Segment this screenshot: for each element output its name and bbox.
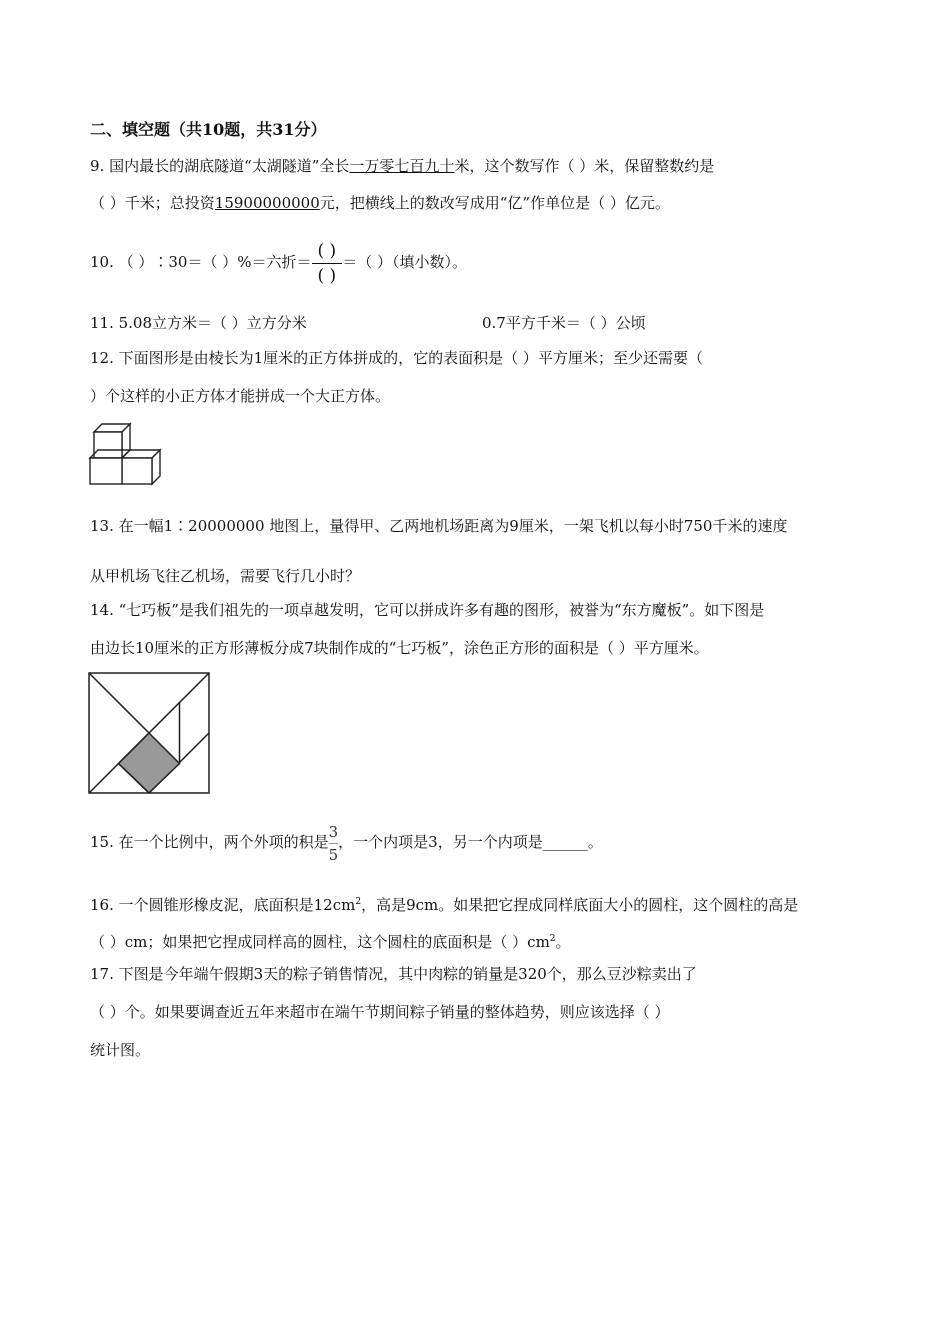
q16-text: 。 bbox=[555, 933, 571, 951]
q12-line2: ）个这样的小正方体才能拼成一个大正方体。 bbox=[90, 387, 391, 405]
q15-text: 15. 在一个比例中，两个外项的积是 bbox=[90, 833, 329, 851]
q10-text: ＝（ ）（填小数）。 bbox=[342, 253, 467, 271]
tangram-figure bbox=[88, 672, 210, 794]
q9-text: （ ）千米；总投资 bbox=[90, 194, 215, 212]
q10-line bbox=[90, 232, 467, 292]
q10-fraction-numerator: ( ) bbox=[317, 240, 337, 261]
q15-line bbox=[90, 818, 603, 866]
q17-line3: 统计图。 bbox=[90, 1041, 151, 1059]
q16-line1 bbox=[90, 892, 798, 915]
q15-fraction-denominator: 5 bbox=[328, 845, 339, 864]
q9-text: 元，把横线上的数改写成用“亿”作单位是（ ）亿元。 bbox=[319, 194, 670, 212]
q9-line1 bbox=[90, 156, 714, 176]
q9-line2 bbox=[90, 193, 670, 213]
q16-superscript: 2 bbox=[355, 897, 362, 907]
q15-fraction bbox=[329, 823, 339, 864]
q16-text: ，高是9cm。如果把它捏成同样底面大小的圆柱，这个圆柱的高是 bbox=[361, 896, 799, 914]
q14-line2: 由边长10厘米的正方形薄板分成7块制作成的“七巧板”，涂色正方形的面积是（ ）平方厘米。 bbox=[90, 639, 709, 657]
q13-line2: 从甲机场飞往乙机场，需要飞行几小时？ bbox=[90, 567, 361, 585]
q15-fraction-numerator: 3 bbox=[328, 822, 339, 841]
section-title: 二、填空题（共10题，共31分） bbox=[90, 120, 327, 139]
q16-text: 16. 一个圆锥形橡皮泥，底面积是12cm bbox=[90, 896, 356, 914]
q17-line1: 17. 下图是今年端午假期3天的粽子销售情况，其中肉粽的销量是320个，那么豆沙粽卖出了 bbox=[90, 965, 697, 983]
q11-part-b: 0.7平方千米＝（ ）公顷 bbox=[482, 314, 646, 332]
q13-line1: 13. 在一幅1∶20000000 地图上，量得甲、乙两地机场距离为9厘米，一架飞机以每小时750千米的速度 bbox=[90, 517, 788, 535]
q16-line2 bbox=[90, 929, 571, 952]
cube-stack-figure bbox=[88, 418, 168, 490]
q9-text: 米，这个数写作（ ）米，保留整数约是 bbox=[454, 157, 715, 175]
q17-line2: （ ）个。如果要调查近五年来超市在端午节期间粽子销量的整体趋势，则应该选择（ ） bbox=[90, 1003, 670, 1021]
q14-line1: 14. “七巧板”是我们祖先的一项卓越发明，它可以拼成许多有趣的图形，被誉为“东方魔板”。如下图是 bbox=[90, 601, 765, 619]
q9-text: 9. 国内最长的湖底隧道“太湖隧道”全长 bbox=[90, 157, 350, 175]
q10-fraction bbox=[312, 240, 343, 287]
q11-line bbox=[90, 313, 307, 333]
q10-text: 10. （ ）∶30＝（ ）%＝六折＝ bbox=[90, 253, 312, 271]
q9-underlined-investment: 15900000000 bbox=[214, 194, 320, 212]
q10-fraction-denominator: ( ) bbox=[317, 265, 337, 286]
q16-superscript: 2 bbox=[549, 934, 556, 944]
q15-text: ，一个内项是3，另一个内项是______。 bbox=[338, 833, 603, 851]
shaded-square bbox=[119, 733, 180, 793]
q12-line1: 12. 下面图形是由棱长为1厘米的正方体拼成的，它的表面积是（ ）平方厘米；至少还需要（ bbox=[90, 349, 703, 367]
q11-line-b bbox=[482, 313, 646, 333]
q9-underlined-number: 一万零七百九十 bbox=[349, 157, 455, 175]
q16-text: （ ）cm；如果把它捏成同样高的圆柱，这个圆柱的底面积是（ ）cm bbox=[90, 933, 550, 951]
q11-part-a: 11. 5.08立方米＝（ ）立方分米 bbox=[90, 314, 307, 332]
